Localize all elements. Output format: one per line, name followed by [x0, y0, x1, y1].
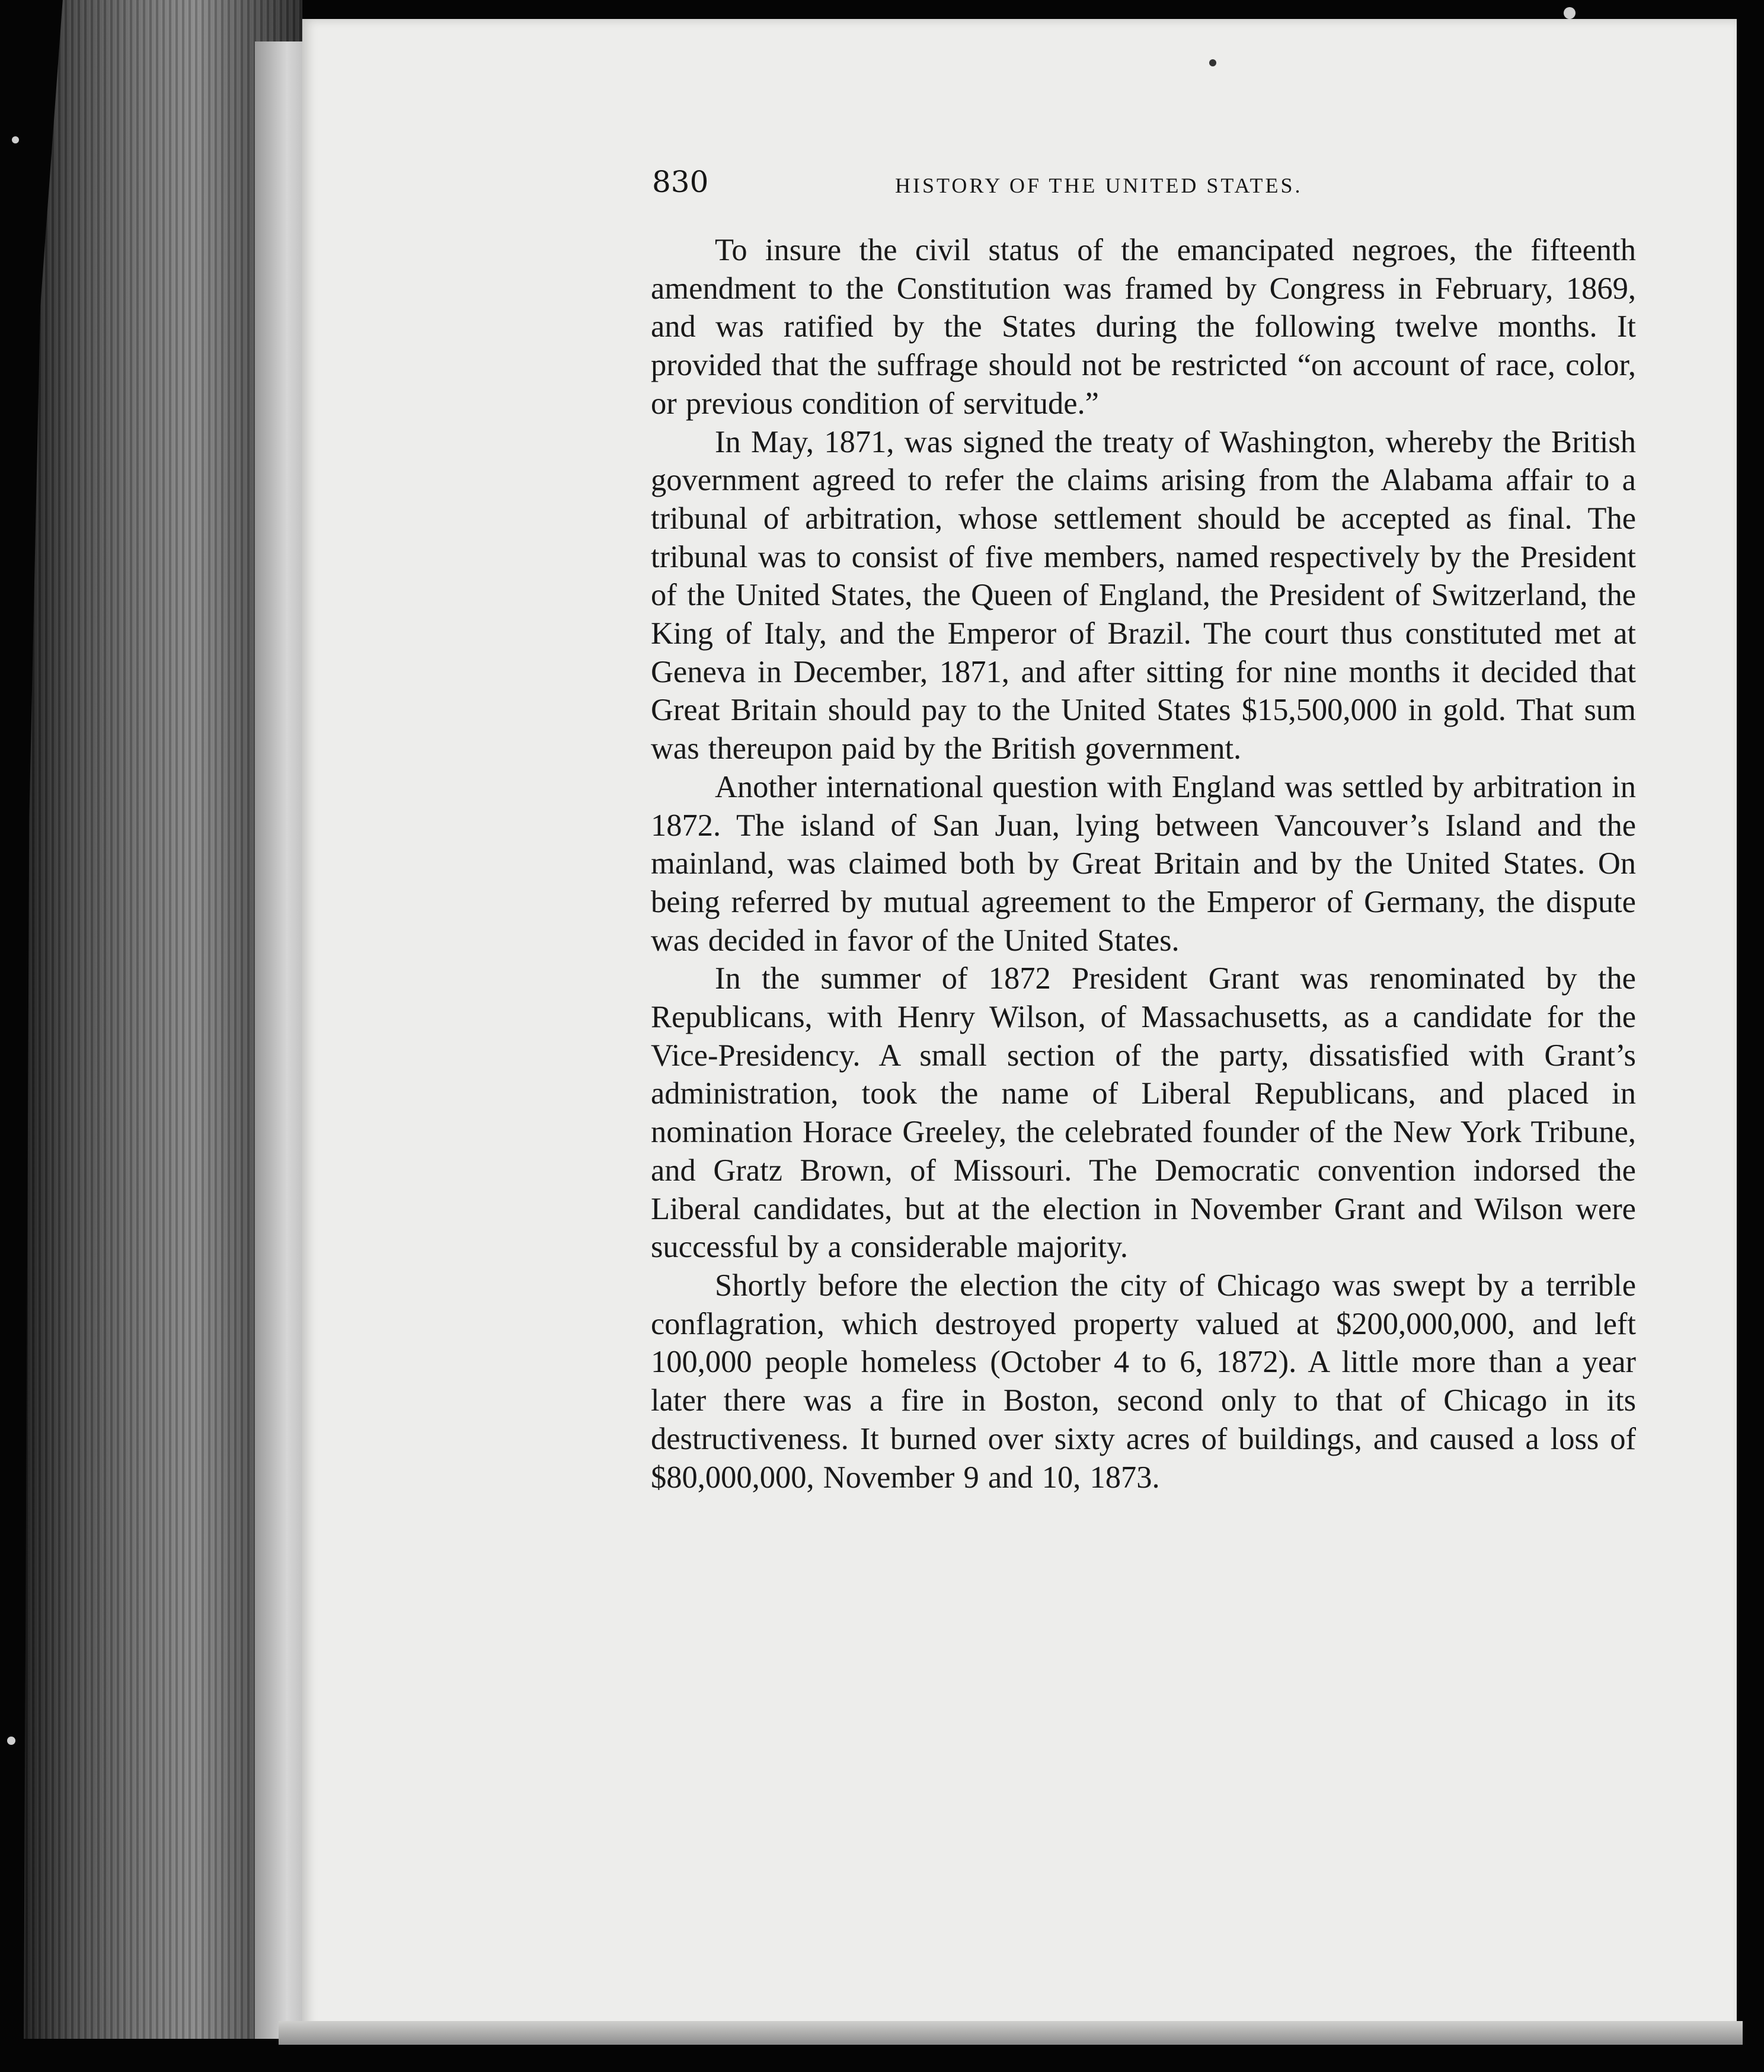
- paragraph-san-juan-arbitration: Another international question with England was settled by arbitration in 1872. The island of San Juan, lying between Vancouver’s Island and the mainland, was claimed both by Great Britain and by the United States. On being referred by mutual agreement to the Emperor of Germany, the dispute was decided in favor of the United States.: [651, 769, 1636, 958]
- dust-speck: [12, 136, 19, 143]
- page-edge-highlight: [255, 41, 308, 2039]
- dust-speck: [1564, 7, 1576, 19]
- paragraph-great-fires: Shortly before the election the city of Chicago was swept by a terrible conflagration, which destroyed property valued at $200,000,000, and left 100,000 people homeless (October 4 to 6, 1872). A little more than a year later there was a fire in Boston, second only to that of Chicago in its destructiveness. It burned over sixty acres of buildings, and caused a loss of $80,000,000, November 9 and 10, 1873.: [651, 1268, 1636, 1495]
- page-bottom-edge: [279, 2021, 1743, 2045]
- paragraph-election-1872: In the summer of 1872 President Grant was renominated by the Republicans, with Henry Wilson, of Massachusetts, as a candidate for the Vice-Presidency. A small section of the party, dissatisfied with Grant’s administration, took the name of Liberal Republicans, and placed in nomination Horace Greeley, the celebrated founder of the New York Tribune, and Gratz Brown, of Missouri. The Democratic convention indorsed the Liberal candidates, but at the election in November Grant and Wilson were successful by a considerable majority.: [651, 961, 1636, 1265]
- dust-speck: [1209, 59, 1216, 66]
- page-number: 830: [652, 165, 709, 199]
- running-head: HISTORY OF THE UNITED STATES.: [895, 174, 1303, 197]
- paragraph-treaty-of-washington: In May, 1871, was signed the treaty of Washington, whereby the British government agreed to refer the claims arising from the Alabama affair to a tribunal of arbitration, whose settlement should be accepted as final. The tribunal was to consist of five members, named respectively by the President of the United States, the Queen of England, the President of Switzerland, the King of Italy, and the Emperor of Brazil. The court thus constituted met at Geneva in December, 1871, and after sitting for nine months it decided that Great Britain should pay to the United States $15,500,000 in gold. That sum was thereupon paid by the British government.: [651, 424, 1636, 766]
- dust-speck: [7, 1737, 15, 1745]
- body-text: [651, 231, 1636, 1497]
- page-header: [652, 165, 1636, 212]
- paragraph-fifteenth-amendment: To insure the civil status of the emancipated negroes, the fifteenth amendment to the Constitution was framed by Congress in February, 1869, and was ratified by the States during the following twelve months. It provided that the suffrage should not be restricted “on account of race, color, or previous condition of servitude.”: [651, 233, 1636, 421]
